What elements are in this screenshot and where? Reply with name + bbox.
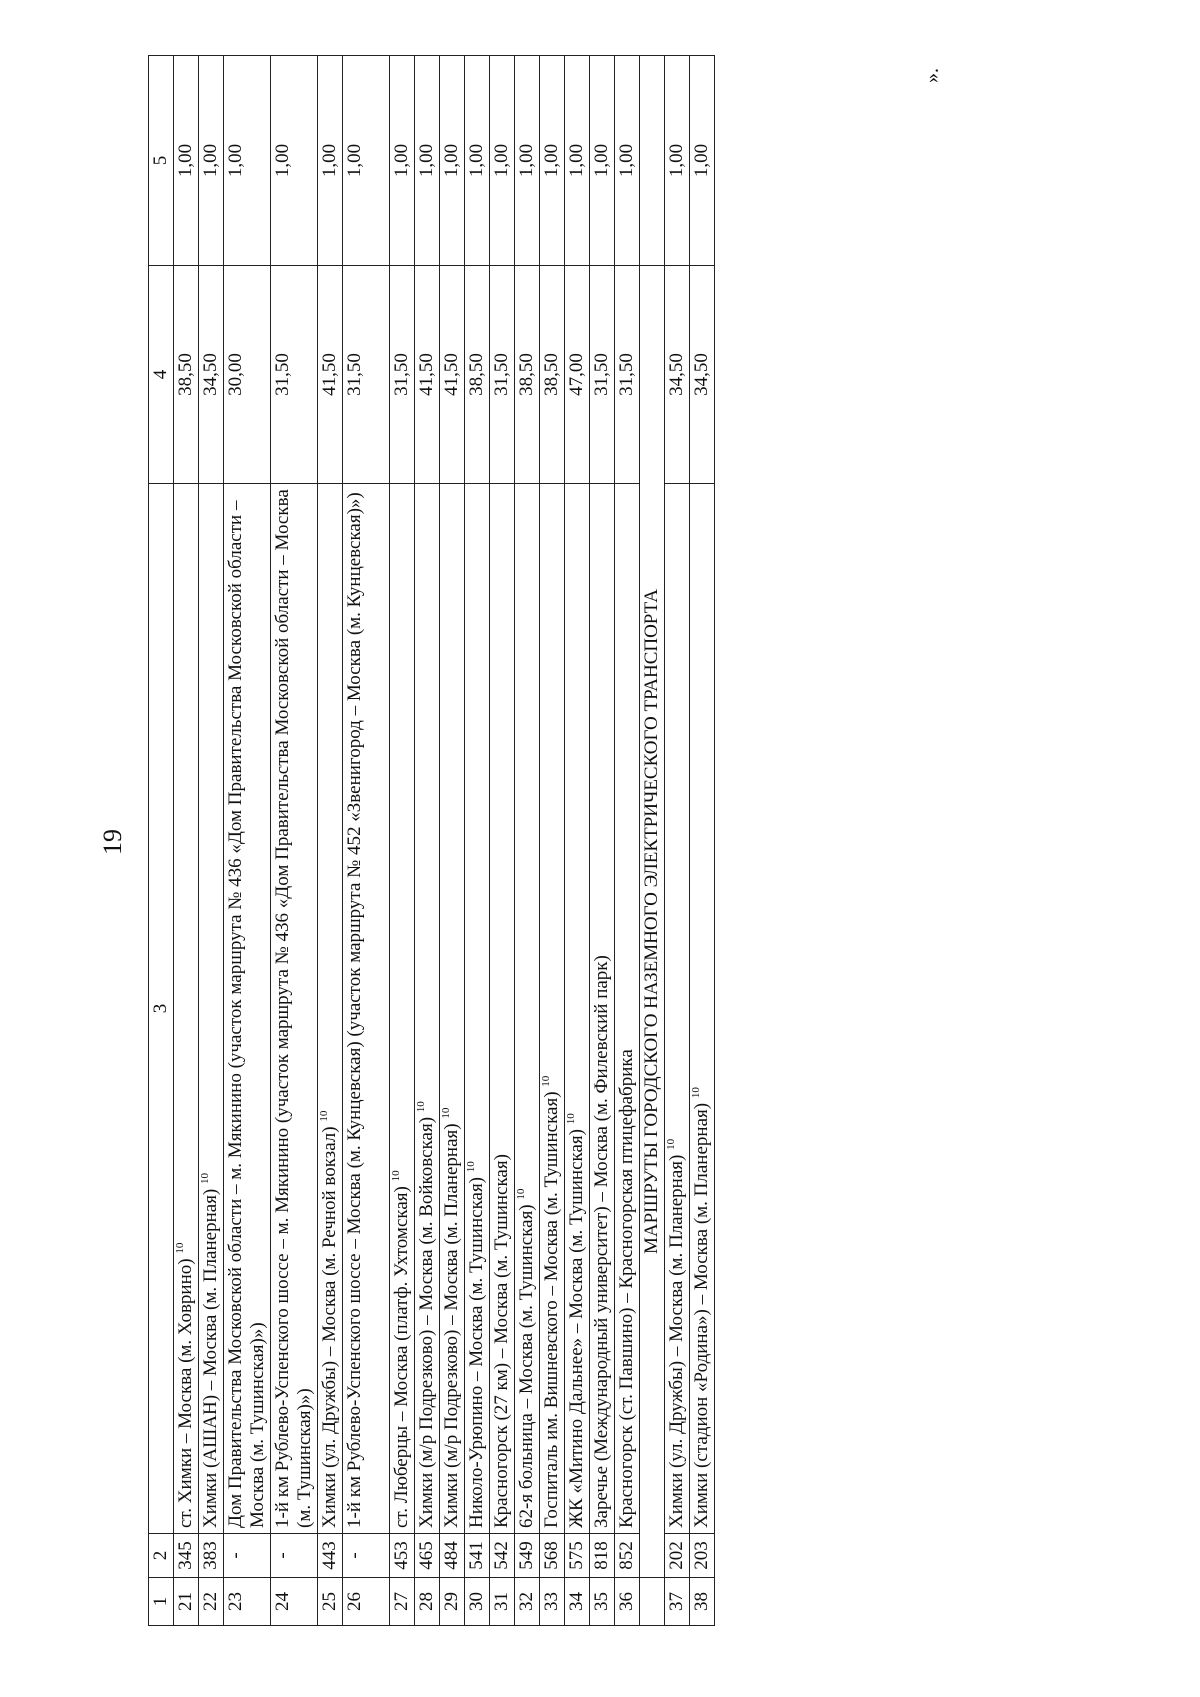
- row-number-cell: [565, 1578, 590, 1626]
- footnote-marker: 10: [390, 1170, 402, 1182]
- section-row: [640, 56, 665, 1626]
- route-number-text: -: [344, 1552, 365, 1559]
- footnote-marker: 10: [318, 1110, 330, 1122]
- route-name-cell: [440, 484, 465, 1534]
- table-row: [590, 56, 615, 1626]
- closing-quote-mark: ».: [921, 68, 943, 83]
- row-number-text: 25: [319, 1592, 340, 1611]
- route-name-text: Красногорск (ст. Павшино) – Красногорская птицефабрика: [616, 1049, 637, 1528]
- fare-cell: [590, 266, 615, 484]
- table-body: [149, 56, 715, 1626]
- row-number-text: 28: [416, 1592, 437, 1611]
- row-number-cell: [415, 1578, 440, 1626]
- footnote-marker: 10: [465, 1161, 477, 1173]
- row-number-cell: [590, 1578, 615, 1626]
- route-number-cell: [490, 1534, 515, 1578]
- table-row: [390, 56, 415, 1626]
- route-number-text: 202: [666, 1541, 687, 1570]
- coefficient-cell: [390, 56, 415, 266]
- route-number-cell: [415, 1534, 440, 1578]
- row-number-cell: [271, 1578, 318, 1626]
- coefficient-text: 1,00: [225, 143, 246, 178]
- fare-text: 34,50: [200, 353, 221, 396]
- coefficient-text: 1,00: [319, 143, 340, 178]
- table-row: [690, 56, 715, 1626]
- coefficient-text: 1,00: [591, 143, 612, 178]
- route-number-text: 345: [175, 1541, 196, 1570]
- route-number-cell: [565, 1534, 590, 1578]
- coefficient-cell: [271, 56, 318, 266]
- fare-text: 38,50: [466, 353, 487, 396]
- route-name-text: Химки (АШАН) – Москва (м. Планерная): [200, 1188, 221, 1528]
- route-name-text: Химки (м/р Подрезково) – Москва (м. Планерная): [441, 1123, 462, 1528]
- table-row: [224, 56, 271, 1626]
- table-row: [343, 56, 390, 1626]
- header-cell: 4: [149, 266, 174, 484]
- row-number-text: 26: [344, 1592, 365, 1611]
- row-number-cell: [390, 1578, 415, 1626]
- route-name-text: Госпиталь им. Вишневского – Москва (м. Тушинская): [541, 1091, 562, 1528]
- page-number: 19: [98, 829, 127, 855]
- fare-text: 31,50: [391, 353, 412, 396]
- route-name-cell: [390, 484, 415, 1534]
- route-number-text: 541: [466, 1541, 487, 1570]
- header-cell: 2: [149, 1534, 174, 1578]
- route-name-text: Заречье (Международный университет) – Москва (м. Филевский парк): [591, 955, 612, 1528]
- header-cell: 5: [149, 56, 174, 266]
- header-cell: 1: [149, 1578, 174, 1626]
- fare-cell: [690, 266, 715, 484]
- footnote-marker: 10: [440, 1107, 452, 1119]
- row-number-text: 37: [666, 1592, 687, 1611]
- fare-cell: [343, 266, 390, 484]
- coefficient-cell: [440, 56, 465, 266]
- route-number-cell: [690, 1534, 715, 1578]
- row-number-text: 30: [466, 1592, 487, 1611]
- coefficient-text: 1,00: [344, 143, 365, 178]
- row-number-cell: [174, 1578, 199, 1626]
- coefficient-text: 1,00: [516, 143, 537, 178]
- fare-cell: [440, 266, 465, 484]
- fare-cell: [615, 266, 640, 484]
- coefficient-cell: [415, 56, 440, 266]
- coefficient-text: 1,00: [466, 143, 487, 178]
- coefficient-cell: [174, 56, 199, 266]
- route-name-cell: [174, 484, 199, 1534]
- fare-text: 31,50: [616, 353, 637, 396]
- table-row: [515, 56, 540, 1626]
- coefficient-text: 1,00: [491, 143, 512, 178]
- fare-cell: [565, 266, 590, 484]
- route-name-cell: [565, 484, 590, 1534]
- header-cell: 3: [149, 484, 174, 1534]
- empty-cell: [640, 56, 665, 266]
- table-row: [199, 56, 224, 1626]
- table-row: [540, 56, 565, 1626]
- route-name-cell: [415, 484, 440, 1534]
- row-number-text: 21: [175, 1592, 196, 1611]
- route-number-text: 383: [200, 1541, 221, 1570]
- fare-cell: [199, 266, 224, 484]
- footnote-marker: 10: [540, 1075, 552, 1087]
- row-number-cell: [343, 1578, 390, 1626]
- row-number-text: 35: [591, 1592, 612, 1611]
- fare-text: 30,00: [225, 353, 246, 396]
- row-number-text: 27: [391, 1592, 412, 1611]
- route-number-text: 484: [441, 1541, 462, 1570]
- row-number-cell: [690, 1578, 715, 1626]
- footnote-marker: 10: [690, 1087, 702, 1099]
- coefficient-cell: [465, 56, 490, 266]
- coefficient-text: 1,00: [416, 143, 437, 178]
- route-name-cell: [515, 484, 540, 1534]
- coefficient-cell: [540, 56, 565, 266]
- row-number-cell: [515, 1578, 540, 1626]
- route-name-cell: [343, 484, 390, 1534]
- fare-cell: [224, 266, 271, 484]
- row-number-text: 32: [516, 1592, 537, 1611]
- coefficient-cell: [224, 56, 271, 266]
- route-name-text: 62-я больница – Москва (м. Тушинская): [516, 1204, 537, 1528]
- table-row: [318, 56, 343, 1626]
- coefficient-text: 1,00: [616, 143, 637, 178]
- row-number-cell: [465, 1578, 490, 1626]
- route-name-cell: [490, 484, 515, 1534]
- row-number-cell: [440, 1578, 465, 1626]
- coefficient-text: 1,00: [441, 143, 462, 178]
- table-row: [465, 56, 490, 1626]
- route-name-cell: [318, 484, 343, 1534]
- row-number-text: 29: [441, 1592, 462, 1611]
- fare-text: 47,00: [566, 353, 587, 396]
- route-number-cell: [615, 1534, 640, 1578]
- fare-cell: [665, 266, 690, 484]
- coefficient-cell: [199, 56, 224, 266]
- coefficient-text: 1,00: [200, 143, 221, 178]
- row-number-cell: [318, 1578, 343, 1626]
- fare-cell: [465, 266, 490, 484]
- route-name-cell: [665, 484, 690, 1534]
- route-name-text: 1-й км Рублево-Успенского шоссе – м. Мякинино (участок маршрута № 436 «Дом Правительства Московской области – Москва (м. Тушинская)»): [272, 489, 315, 1528]
- route-number-cell: [224, 1534, 271, 1578]
- table-row: [665, 56, 690, 1626]
- route-number-cell: [540, 1534, 565, 1578]
- route-name-cell: [615, 484, 640, 1534]
- table-row: [415, 56, 440, 1626]
- fare-cell: [318, 266, 343, 484]
- route-name-cell: [540, 484, 565, 1534]
- route-name-text: Химки (ул. Дружбы) – Москва (м. Речной вокзал): [319, 1126, 340, 1528]
- footnote-marker: 10: [174, 1242, 186, 1254]
- coefficient-cell: [515, 56, 540, 266]
- fare-text: 38,50: [175, 353, 196, 396]
- fare-cell: [415, 266, 440, 484]
- route-number-cell: [390, 1534, 415, 1578]
- coefficient-cell: [590, 56, 615, 266]
- coefficient-cell: [343, 56, 390, 266]
- route-number-text: 568: [541, 1541, 562, 1570]
- route-number-cell: [199, 1534, 224, 1578]
- fare-text: 41,50: [441, 353, 462, 396]
- coefficient-cell: [615, 56, 640, 266]
- row-number-text: 22: [200, 1592, 221, 1611]
- route-number-cell: [465, 1534, 490, 1578]
- fare-text: 31,50: [491, 353, 512, 396]
- row-number-cell: [224, 1578, 271, 1626]
- fare-text: 34,50: [691, 353, 712, 396]
- route-number-cell: [665, 1534, 690, 1578]
- route-number-text: 852: [616, 1541, 637, 1570]
- footnote-marker: 10: [199, 1172, 211, 1184]
- fare-text: 38,50: [516, 353, 537, 396]
- route-number-text: 542: [491, 1541, 512, 1570]
- row-number-text: 24: [272, 1592, 293, 1611]
- row-number-cell: [490, 1578, 515, 1626]
- tariff-table-rotated: [148, 56, 920, 1626]
- fare-text: 31,50: [591, 353, 612, 396]
- route-name-text: 1-й км Рублево-Успенского шоссе – Москва (м. Кунцевская) (участок маршрута № 452 «Звенигород – Москва (м. Кунцевская)»): [344, 492, 365, 1528]
- footnote-marker: 10: [415, 1101, 427, 1113]
- table-row: [490, 56, 515, 1626]
- fare-cell: [515, 266, 540, 484]
- coefficient-text: 1,00: [566, 143, 587, 178]
- footnote-marker: 10: [515, 1188, 527, 1200]
- table-row: [271, 56, 318, 1626]
- coefficient-cell: [690, 56, 715, 266]
- coefficient-cell: [565, 56, 590, 266]
- route-name-text: ст. Химки – Москва (м. Ховрино): [175, 1258, 196, 1528]
- table-header-row: [149, 56, 174, 1626]
- route-number-text: -: [225, 1552, 246, 1559]
- row-number-text: 33: [541, 1592, 562, 1611]
- coefficient-text: 1,00: [691, 143, 712, 178]
- coefficient-text: 1,00: [541, 143, 562, 178]
- fare-text: 41,50: [416, 353, 437, 396]
- row-number-text: 31: [491, 1592, 512, 1611]
- route-name-cell: [465, 484, 490, 1534]
- route-number-cell: [271, 1534, 318, 1578]
- route-number-cell: [440, 1534, 465, 1578]
- route-name-text: Химки (ул. Дружбы) – Москва (м. Планерная): [666, 1154, 687, 1528]
- table-row: [615, 56, 640, 1626]
- row-number-text: 38: [691, 1592, 712, 1611]
- coefficient-cell: [318, 56, 343, 266]
- route-number-text: 575: [566, 1541, 587, 1570]
- fare-cell: [174, 266, 199, 484]
- table-row: [174, 56, 199, 1626]
- row-number-cell: [665, 1578, 690, 1626]
- coefficient-cell: [665, 56, 690, 266]
- route-name-text: Николо-Урюпино – Москва (м. Тушинская): [466, 1176, 487, 1528]
- fare-text: 31,50: [272, 353, 293, 396]
- route-name-text: Химки (стадион «Родина») – Москва (м. Планерная): [691, 1102, 712, 1528]
- fare-cell: [271, 266, 318, 484]
- row-number-text: 34: [566, 1592, 587, 1611]
- footnote-marker: 10: [565, 1113, 577, 1125]
- route-number-text: 465: [416, 1541, 437, 1570]
- row-number-text: 36: [616, 1592, 637, 1611]
- route-number-cell: [515, 1534, 540, 1578]
- footnote-marker: 10: [665, 1138, 677, 1150]
- coefficient-text: 1,00: [175, 143, 196, 178]
- row-number-cell: [615, 1578, 640, 1626]
- route-number-text: 549: [516, 1541, 537, 1570]
- route-name-text: Дом Правительства Московской области – м. Мякинино (участок маршрута № 436 «Дом Правительства Московской области – Москва (м. Тушинская)»): [225, 500, 268, 1528]
- route-name-cell: [690, 484, 715, 1534]
- route-number-text: -: [272, 1552, 293, 1559]
- route-name-text: Химки (м/р Подрезково) – Москва (м. Войковская): [416, 1116, 437, 1528]
- route-number-text: 203: [691, 1541, 712, 1570]
- route-number-text: 818: [591, 1541, 612, 1570]
- fare-text: 41,50: [319, 353, 340, 396]
- route-number-cell: [318, 1534, 343, 1578]
- route-number-text: 443: [319, 1541, 340, 1570]
- route-name-cell: [271, 484, 318, 1534]
- route-name-cell: [224, 484, 271, 1534]
- fare-text: 34,50: [666, 353, 687, 396]
- coefficient-text: 1,00: [272, 143, 293, 178]
- coefficient-cell: [490, 56, 515, 266]
- tariff-table: [148, 55, 715, 1626]
- coefficient-text: 1,00: [666, 143, 687, 178]
- row-number-text: 23: [225, 1592, 246, 1611]
- coefficient-text: 1,00: [391, 143, 412, 178]
- table-row: [565, 56, 590, 1626]
- route-name-text: ЖК «Митино Дальнее» – Москва (м. Тушинская): [566, 1129, 587, 1528]
- route-number-cell: [174, 1534, 199, 1578]
- row-number-cell: [199, 1578, 224, 1626]
- section-title: МАРШРУТЫ ГОРОДСКОГО НАЗЕМНОГО ЭЛЕКТРИЧЕСКОГО ТРАНСПОРТА: [640, 266, 665, 1578]
- route-name-cell: [590, 484, 615, 1534]
- route-name-cell: [199, 484, 224, 1534]
- row-number-cell: [540, 1578, 565, 1626]
- table-row: [440, 56, 465, 1626]
- fare-cell: [540, 266, 565, 484]
- fare-cell: [490, 266, 515, 484]
- route-number-cell: [590, 1534, 615, 1578]
- fare-text: 31,50: [344, 353, 365, 396]
- fare-cell: [390, 266, 415, 484]
- route-name-text: Красногорск (27 км) – Москва (м. Тушинская): [491, 1154, 512, 1528]
- route-number-cell: [343, 1534, 390, 1578]
- fare-text: 38,50: [541, 353, 562, 396]
- route-number-text: 453: [391, 1541, 412, 1570]
- empty-cell: [640, 1578, 665, 1626]
- route-name-text: ст. Люберцы – Москва (платф. Ухтомская): [391, 1186, 412, 1528]
